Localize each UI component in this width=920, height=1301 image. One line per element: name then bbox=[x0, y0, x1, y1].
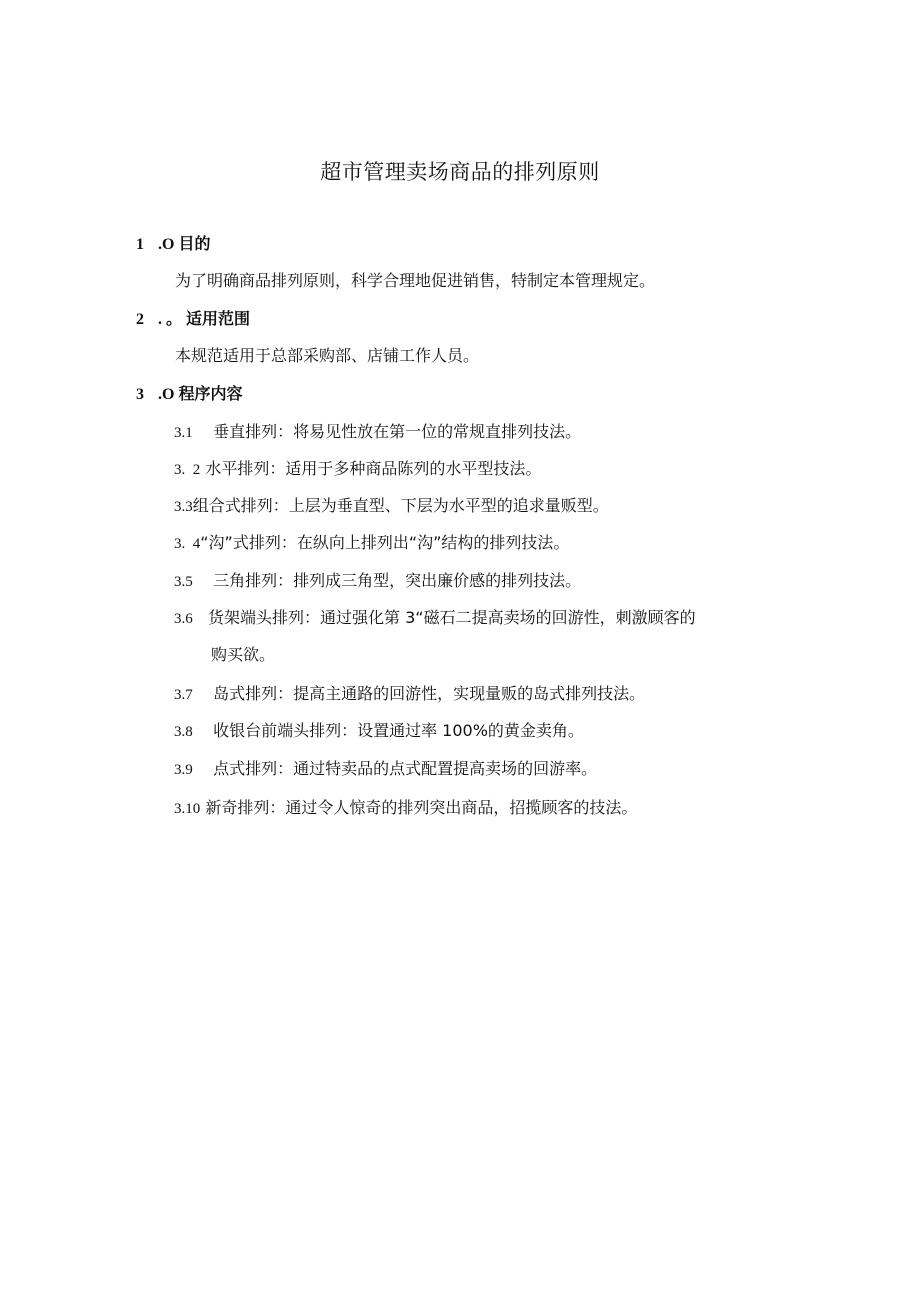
section-heading-scope bbox=[136, 306, 250, 329]
list-item-3-2 bbox=[174, 456, 541, 479]
item-number: 3.3 bbox=[174, 499, 193, 515]
section-number: 2 bbox=[136, 311, 144, 328]
item-text: 垂直排列：将易见性放在第一位的常规直排列技法。 bbox=[213, 422, 582, 441]
item-text: 三角排列：排列成三角型，突出廉价感的排列技法。 bbox=[213, 571, 582, 590]
section-number-suffix: .O bbox=[158, 236, 175, 253]
item-text: 收银台前端头排列：设置通过率 100%的黄金卖角。 bbox=[213, 721, 584, 740]
section-paragraph-scope: 本规范适用于总部采购部、店铺工作人员。 bbox=[175, 346, 480, 365]
item-text: 水平排列：适用于多种商品陈列的水平型技法。 bbox=[205, 459, 542, 478]
list-item-3-6-continuation: 购买欲。 bbox=[211, 645, 276, 664]
list-item-3-8 bbox=[174, 718, 584, 741]
list-item-3-6 bbox=[174, 605, 696, 628]
item-number: 3. 2 bbox=[174, 462, 201, 478]
item-number: 3.7 bbox=[174, 687, 193, 703]
list-item-3-9 bbox=[174, 756, 597, 779]
item-number: 3.10 bbox=[174, 801, 201, 817]
item-number: 3.1 bbox=[174, 425, 193, 441]
item-text: 新奇排列：通过令人惊奇的排列突出商品，招揽顾客的技法。 bbox=[205, 798, 638, 817]
item-text: 岛式排列：提高主通路的回游性，实现量贩的岛式排列技法。 bbox=[213, 684, 646, 703]
item-number: 3.8 bbox=[174, 724, 193, 740]
list-item-3-10 bbox=[174, 795, 637, 818]
item-text: 组合式排列：上层为垂直型、下层为水平型的追求量贩型。 bbox=[192, 496, 609, 515]
list-item-3-1 bbox=[174, 419, 581, 442]
item-number: 3. 4 bbox=[174, 536, 201, 552]
document-title: 超市管理卖场商品的排列原则 bbox=[320, 160, 600, 184]
item-text: 点式排列：通过特卖品的点式配置提高卖场的回游率。 bbox=[213, 759, 598, 778]
section-number: 1 bbox=[136, 236, 144, 253]
item-text: “沟”式排列：在纵向上排列出“沟”结构的排列技法。 bbox=[200, 533, 570, 552]
list-item-3-3 bbox=[174, 493, 609, 516]
section-number-suffix: .O bbox=[158, 386, 175, 403]
item-text: 货架端头排列：通过强化第 3“磁石二提高卖场的回游性，刺激顾客的 bbox=[208, 608, 696, 627]
item-number: 3.9 bbox=[174, 762, 193, 778]
list-item-3-4 bbox=[174, 530, 569, 553]
item-number: 3.6 bbox=[174, 611, 193, 627]
list-item-3-5 bbox=[174, 568, 581, 591]
section-number: 3 bbox=[136, 386, 144, 403]
section-heading-text: 目的 bbox=[178, 234, 211, 253]
item-number: 3.5 bbox=[174, 574, 193, 590]
section-heading-procedure bbox=[136, 381, 242, 404]
section-heading-purpose bbox=[136, 231, 210, 254]
section-heading-text: 程序内容 bbox=[178, 384, 243, 403]
list-item-3-7 bbox=[174, 681, 645, 704]
section-heading-text: 适用范围 bbox=[186, 309, 251, 328]
section-paragraph-purpose: 为了明确商品排列原则，科学合理地促进销售，特制定本管理规定。 bbox=[175, 271, 656, 290]
section-number-suffix: . 。 bbox=[158, 311, 183, 328]
